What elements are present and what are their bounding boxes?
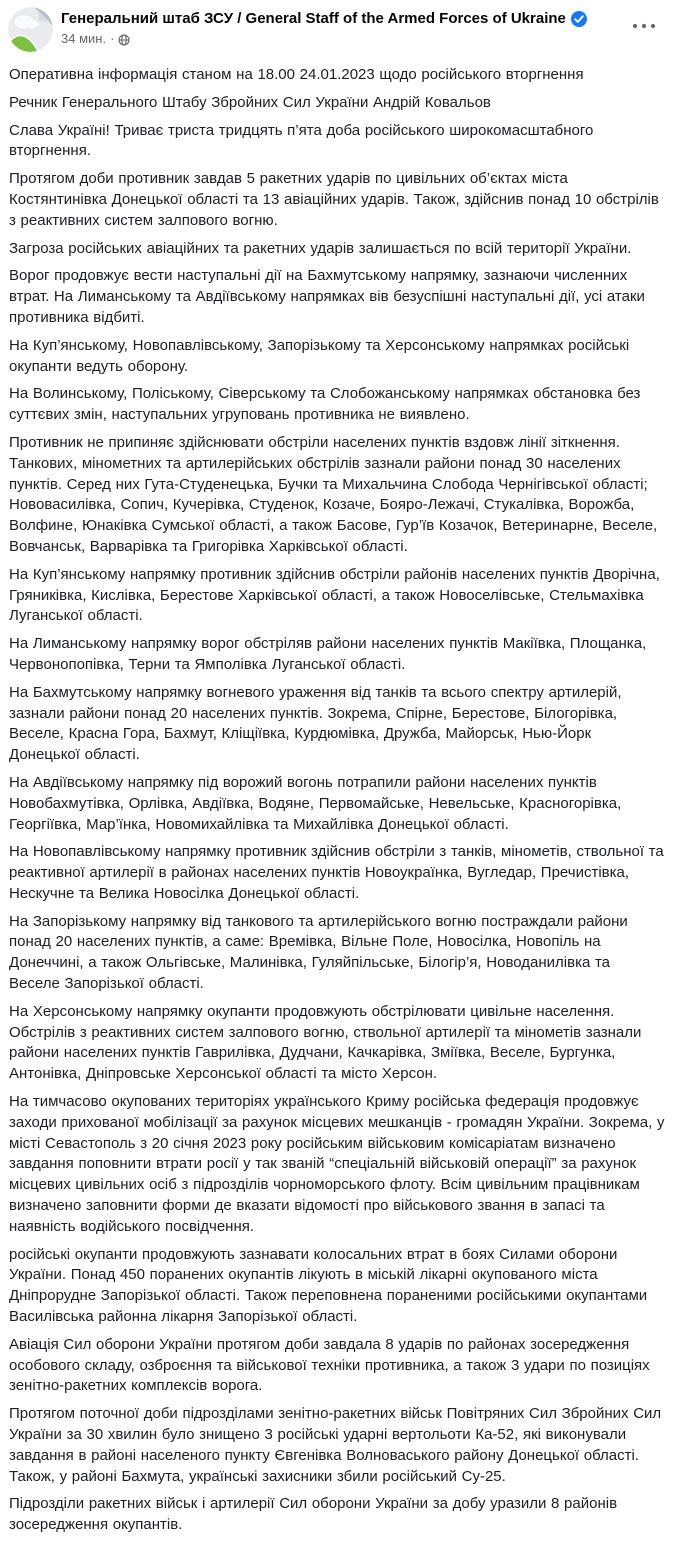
- post-paragraph: Слава Україні! Триває триста тридцять п’ята доба російського широкомасштабного вторгнення.: [9, 121, 594, 160]
- page-avatar[interactable]: [8, 7, 53, 52]
- page-name-link[interactable]: Генеральний штаб ЗСУ / General Staff of the Armed Forces of Ukraine: [61, 10, 566, 27]
- post-paragraph: Ворог продовжує вести наступальні дії на Бахмутському напрямку, зазнаючи численних втрат. На Лиманському та Авдіївському напрямках вів безуспішні наступальні дії, усі атаки противника відбиті.: [9, 267, 645, 326]
- post-header: [0, 0, 674, 52]
- post-meta: [61, 31, 626, 47]
- post-paragraph: На Лиманському напрямку ворог обстріляв райони населених пунктів Макіївка, Площанка, Червонопопівка, Терни та Ямполівка Луганської області.: [9, 635, 647, 673]
- post-paragraph: Протягом доби противник завдав 5 ракетних ударів по цивільних об’єктах міста Костянтинівка Донецької області та 13 авіаційних ударів. Також, здійснив понад 10 обстрілів з реактивних систем залпового вогню.: [9, 170, 659, 229]
- post-paragraph: На Новопавлівському напрямку противник здійснив обстріли з танків, мінометів, ствольної та реактивної артилерії в районах населених пунктів Новоукраїнка, Вугледар, Пречистівка, Нескучне та Велика Новосілка Донецької області.: [9, 843, 664, 902]
- post-paragraph: На Куп’янському, Новопавлівському, Запорізькому та Херсонському напрямках російські окупанти ведуть оборону.: [9, 336, 630, 375]
- meta-separator: ·: [110, 31, 115, 46]
- post-paragraph: Загроза російських авіаційних та ракетних ударів залишається по всій території України.: [9, 239, 632, 257]
- three-dots-icon: [632, 23, 656, 29]
- post-paragraph: На тимчасово окупованих територіях українського Криму російська федерація продовжує заходи прихованої мобілізації за рахунок місцевих мешканців - громадян України. Зокрема, у місті Севастополь з 20 січня 2023 року російським військовим комісаріатам визначено завдання поповнити втрати росії у так званій “спеціальній військовій операції” за рахунок місцевих цивільних осіб з підрозділів чорноморського флоту. Всім цивільним працівникам визначено заповнити форми де вказати відомості про військового звання в запасі та наявність водійського посвідчення.: [9, 1093, 665, 1235]
- timestamp-link[interactable]: 34 мин.: [61, 31, 107, 46]
- more-options-button[interactable]: [626, 13, 662, 39]
- post-paragraph: Протягом поточної доби підрозділами зенітно-ракетних військ Повітряних Сил Збройних Сил України за 30 хвилин було знищено 3 російські ударні вертольоти Ка-52, які виконували завдання в районі населеного пункту Євгенівка Волноваського району Донецької області. Також, у районі Бахмута, українські захисники збили російський Су-25.: [9, 1405, 662, 1485]
- header-info: [61, 7, 626, 47]
- verified-badge-icon: [571, 11, 587, 27]
- image-placeholder-icon: [8, 7, 53, 52]
- post-paragraph: На Куп’янському напрямку противник здійснив обстріли районів населених пунктів Дворічна, Гряниківка, Кислівка, Берестове Харківської області, а також Новоселівське, Стельмахівка Луганської області.: [9, 565, 660, 625]
- post-paragraph: Авіація Сил оборони України протягом доби завдала 8 ударів по районах зосередження особового складу, озброєння та військової техніки противника, а також 3 удари по позиціях зенітно-ракетних комплексів ворога.: [9, 1335, 650, 1395]
- post-paragraph: На Запорізькому напрямку від танкового та артилерійського вогню постраждали райони понад 20 населених пунктів, а саме: Времівка, Вільне Поле, Новосілка, Новопіль на Донеччині, а також Ольгівське, Малинівка, Гуляйпільське, Білогір’я, Новоданилівка та Веселе Запорізької області.: [9, 912, 628, 993]
- post-paragraph: На Херсонському напрямку окупанти продовжують обстрілювати цивільне населення. Обстрілів з реактивних систем залпового вогню, ствольної артилерії та мінометів зазнали райони населених пунктів Гаврилівка, Дудчани, Качкарівка, Зміївка, Веселе, Бургунка, Антонівка, Дніпровське Херсонської області та місто Херсон.: [9, 1002, 642, 1083]
- post-paragraph: російські окупанти продовжують зазнавати колосальних втрат в боях Силами оборони України. Понад 450 поранених окупантів лікують в міській лікарні окупованого міста Дніпрорудне Запорізької області. Також переповнена пораненими російськими окупантами Василівська районна лікарня Запорізької області.: [9, 1245, 648, 1326]
- post-paragraph: На Волинському, Поліському, Сіверському та Слобожанському напрямках обстановка без суттєвих змін, наступальних угруповань противника не виявлено.: [9, 385, 641, 424]
- post-paragraph: Речник Генерального Штабу Збройних Сил України Андрій Ковальов: [9, 93, 491, 111]
- globe-privacy-icon: [118, 34, 130, 46]
- post-paragraph: На Бахмутському напрямку вогневого ураження від танків та всього спектру артилерій, зазнали райони понад 20 населених пунктів. Зокрема, Спірне, Берестове, Білогорівка, Веселе, Красна Гора, Бахмут, Кліщіївка, Курдюмівка, Дружба, Майорськ, Нью-Йорк Донецької області.: [9, 683, 622, 764]
- post-paragraph: Оперативна інформація станом на 18.00 24.01.2023 щодо російського вторгнення: [9, 66, 584, 83]
- post-paragraph: Противник не припиняє здійснювати обстріли населених пунктів вздовж лінії зіткнення. Танкових, мінометних та артилерійських обстрілів зазнали райони понад 30 населених пунктів. Серед них Гута-Студенецька, Бучки та Михальчина Слобода Чернігівської області; Нововасилівка, Сопич, Кучерівка, Студенок, Козаче, Бояро-Лежачі, Стукалівка, Ворожба, Волфине, Юнаківка Сумської області, а також Басове, Гур’їв Козачок, Ветеринарне, Веселе, Вовчанськ, Варварівка та Григорівка Харківської області.: [9, 433, 658, 555]
- post-paragraph: Підрозділи ракетних військ і артилерії Сил оборони України за добу уразили 8 районів зосередження окупантів.: [9, 1495, 618, 1534]
- post-text: [0, 52, 674, 1552]
- post-paragraph: На Авдіївському напрямку під ворожий вогонь потрапили райони населених пунктів Новобахмутівка, Орлівка, Авдіївка, Водяне, Первомайське, Невельське, Красногорівка, Георгіївка, Мар’їнка, Новомихайлівка та Михайлівка Донецької області.: [9, 773, 622, 833]
